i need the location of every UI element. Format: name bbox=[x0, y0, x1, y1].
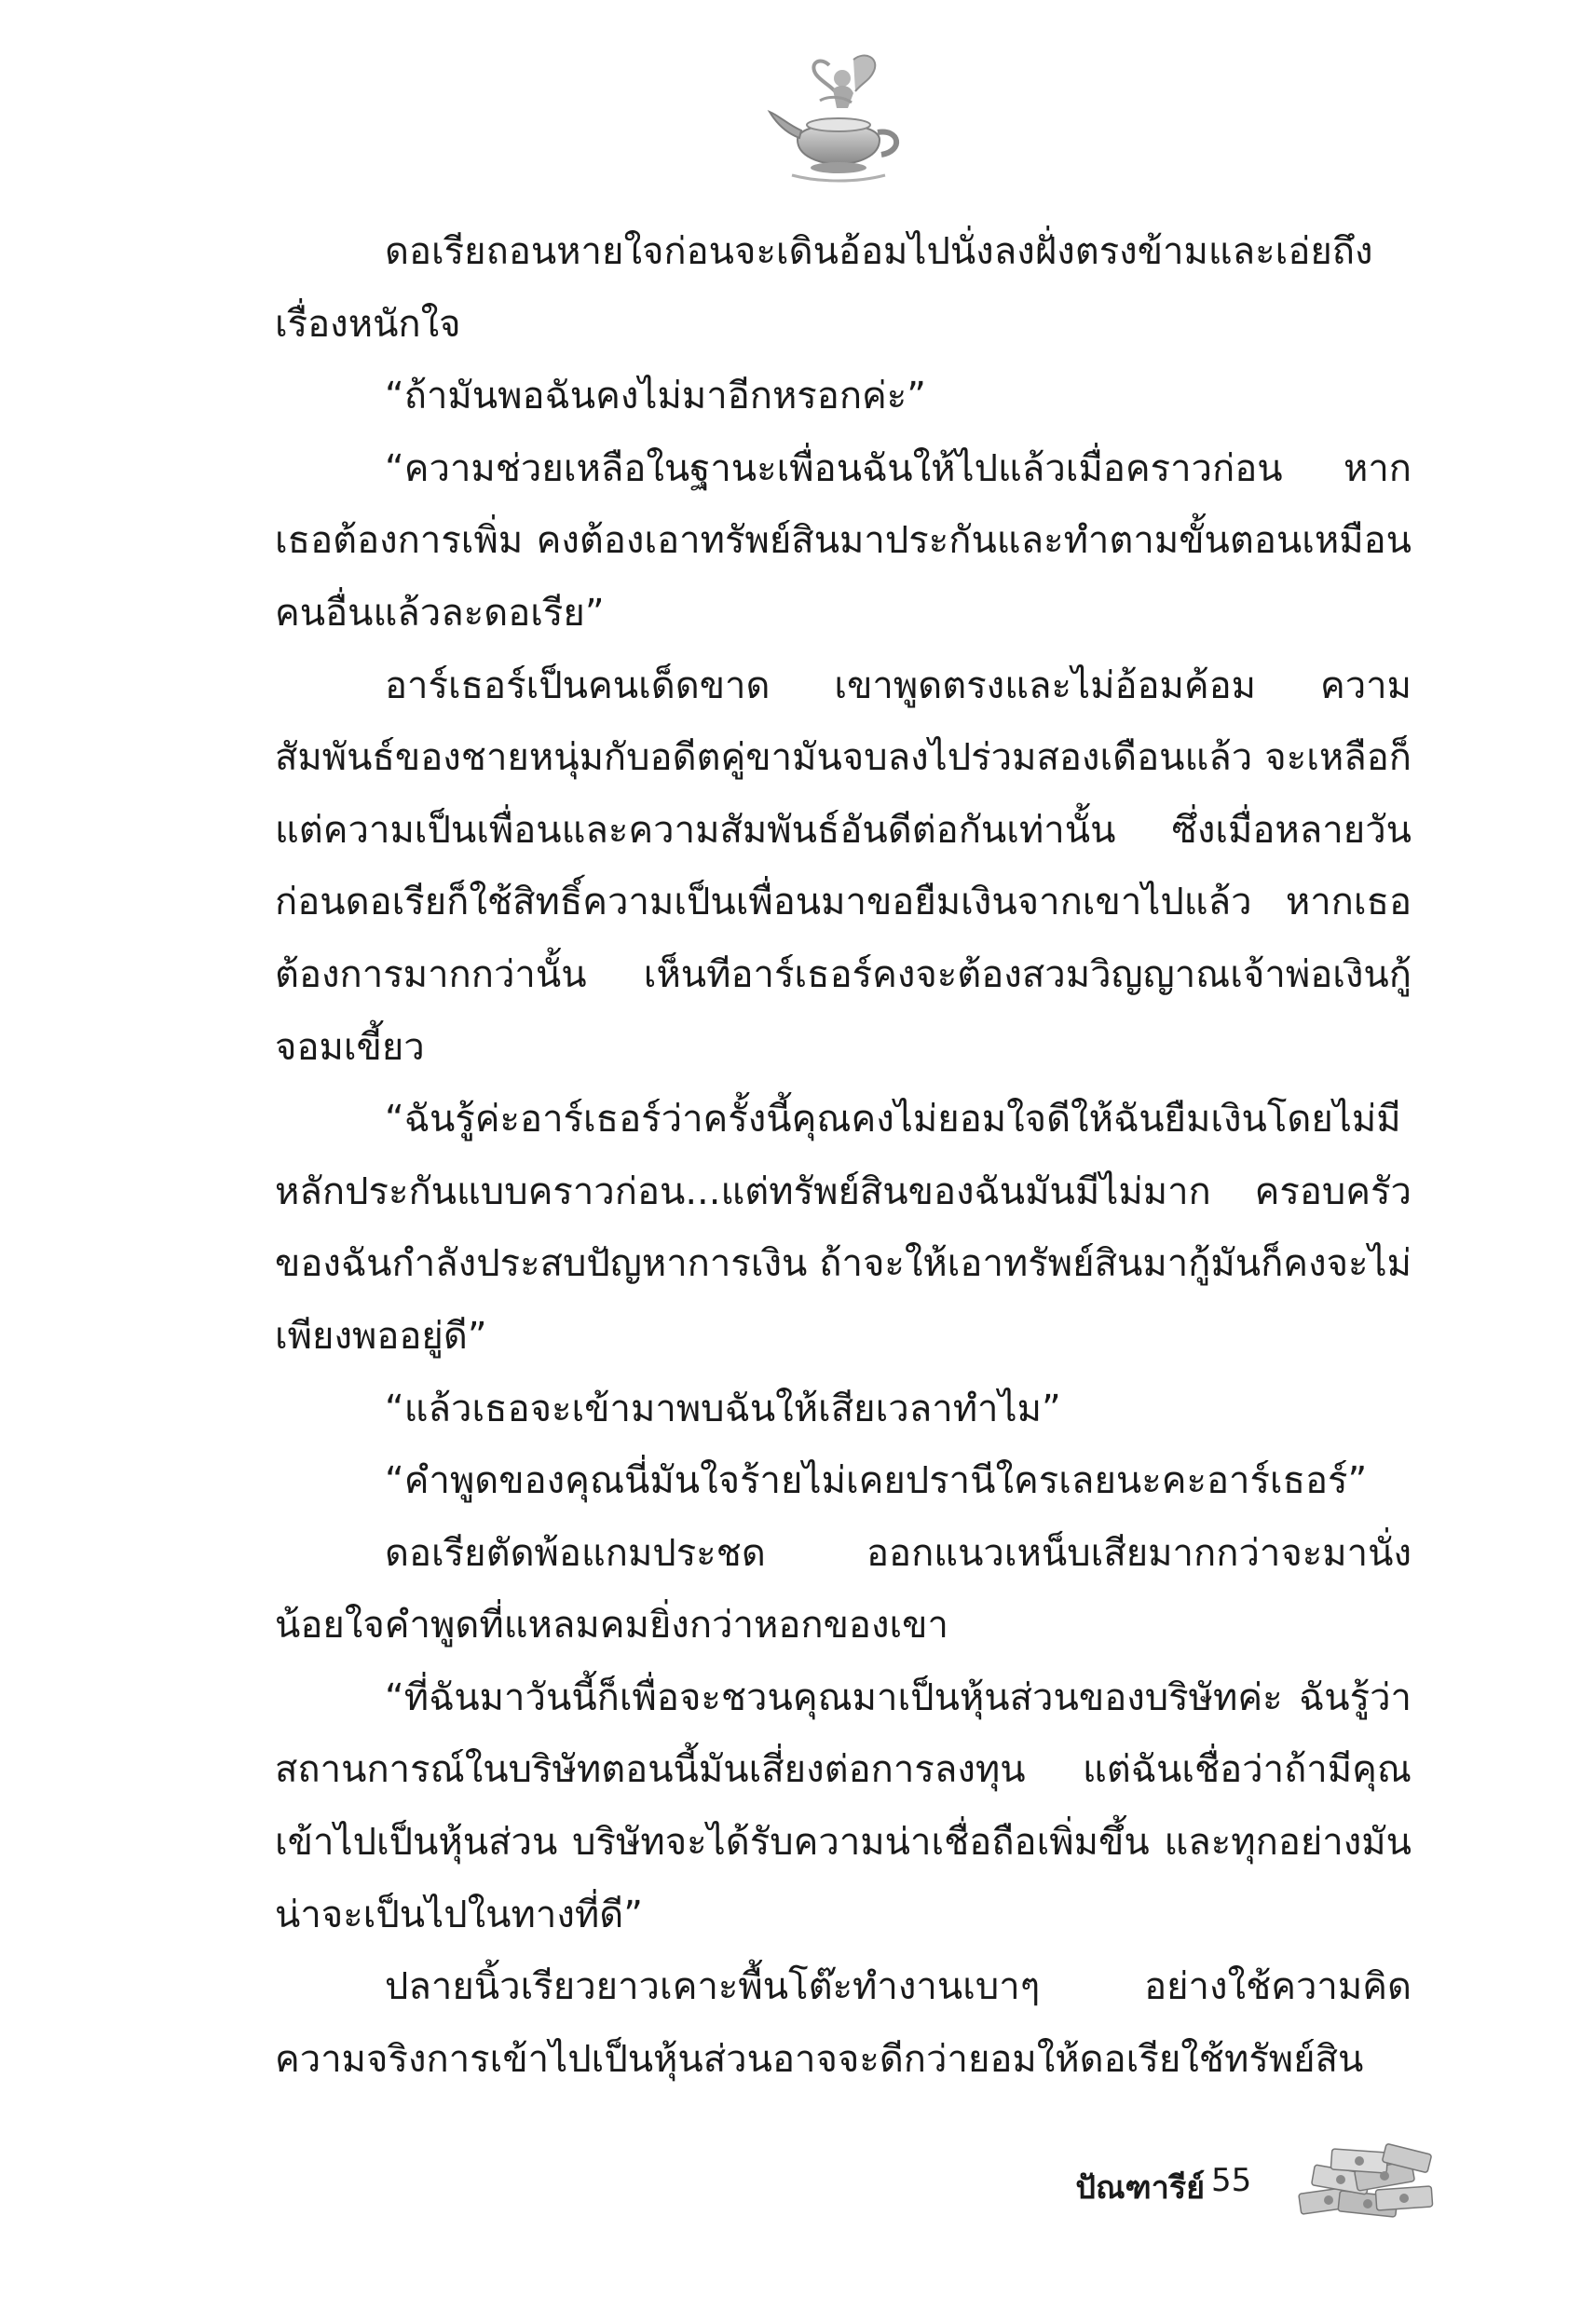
paragraph: ดอเรียตัดพ้อแกมประชด ออกแนวเหน็บเสียมากกว่าจะมานั่งน้อยใจคำพูดที่แหลมคมยิ่งกว่าหอกของเขา bbox=[275, 1531, 1412, 1648]
paragraph: “ความช่วยเหลือในฐานะเพื่อนฉันให้ไปแล้วเมื่อคราวก่อน หากเธอต้องการเพิ่ม คงต้องเอาทรัพย์สินมาประกันและทำตามขั้นตอนเหมือนคนอื่นแล้วละดอเรีย” bbox=[275, 446, 1412, 635]
page-number: 55 bbox=[1211, 2162, 1252, 2199]
money-stack-ornament-icon bbox=[1290, 2143, 1439, 2220]
paragraph: “แล้วเธอจะเข้ามาพบฉันให้เสียเวลาทำไม” bbox=[385, 1387, 1061, 1430]
page-footer bbox=[0, 2143, 1596, 2227]
paragraph: ปลายนิ้วเรียวยาวเคาะพื้นโต๊ะทำงานเบาๆ อย่างใช้ความคิด ความจริงการเข้าไปเป็นหุ้นส่วนอาจจะดีกว่ายอมให้ดอเรียใช้ทรัพย์สิน bbox=[275, 1965, 1412, 2081]
paragraph: ดอเรียถอนหายใจก่อนจะเดินอ้อมไปนั่งลงฝั่งตรงข้ามและเอ่ยถึงเรื่องหนักใจ bbox=[275, 230, 1373, 346]
footer-author: ปัณฑารีย์ bbox=[1075, 2169, 1205, 2207]
body-text bbox=[275, 216, 1412, 2096]
paragraph: “คำพูดของคุณนี่มันใจร้ายไม่เคยปรานีใครเลยนะคะอาร์เธอร์” bbox=[385, 1459, 1368, 1503]
paragraph: “ฉันรู้ค่ะอาร์เธอร์ว่าครั้งนี้คุณคงไม่ยอมใจดีให้ฉันยืมเงินโดยไม่มีหลักประกันแบบคราวก่อน...แต่ทรัพย์สินของฉันมันมีไม่มาก ครอบครัวของฉันกำลังประสบปัญหาการเงิน ถ้าจะให้เอาทรัพย์สินมากู้มันก็คงจะไม่เพียงพออยู่ดี” bbox=[275, 1098, 1412, 1358]
paragraph: “ถ้ามันพอฉันคงไม่มาอีกหรอกค่ะ” bbox=[385, 375, 926, 418]
paragraph: “ที่ฉันมาวันนี้ก็เพื่อจะชวนคุณมาเป็นหุ้นส่วนของบริษัทค่ะ ฉันรู้ว่าสถานการณ์ในบริษัทตอนนี้มันเสี่ยงต่อการลงทุน แต่ฉันเชื่อว่าถ้ามีคุณเข้าไปเป็นหุ้นส่วน บริษัทจะได้รับความน่าเชื่อถือเพิ่มขึ้น และทุกอย่างมันน่าจะเป็นไปในทางที่ดี” bbox=[275, 1675, 1412, 1936]
teapot-cupid-ornament-icon bbox=[764, 47, 913, 186]
paragraph: อาร์เธอร์เป็นคนเด็ดขาด เขาพูดตรงและไม่อ้อมค้อม ความสัมพันธ์ของชายหนุ่มกับอดีตคู่ขามันจบลงไปร่วมสองเดือนแล้ว จะเหลือก็แต่ความเป็นเพื่อนและความสัมพันธ์อันดีต่อกันเท่านั้น ซึ่งเมื่อหลายวันก่อนดอเรียก็ใช้สิทธิ์ความเป็นเพื่อนมาขอยืมเงินจากเขาไปแล้ว หากเธอต้องการมากกว่านั้น เห็นทีอาร์เธอร์คงจะต้องสวมวิญญาณเจ้าพ่อเงินกู้จอมเขี้ยว bbox=[275, 663, 1412, 1069]
